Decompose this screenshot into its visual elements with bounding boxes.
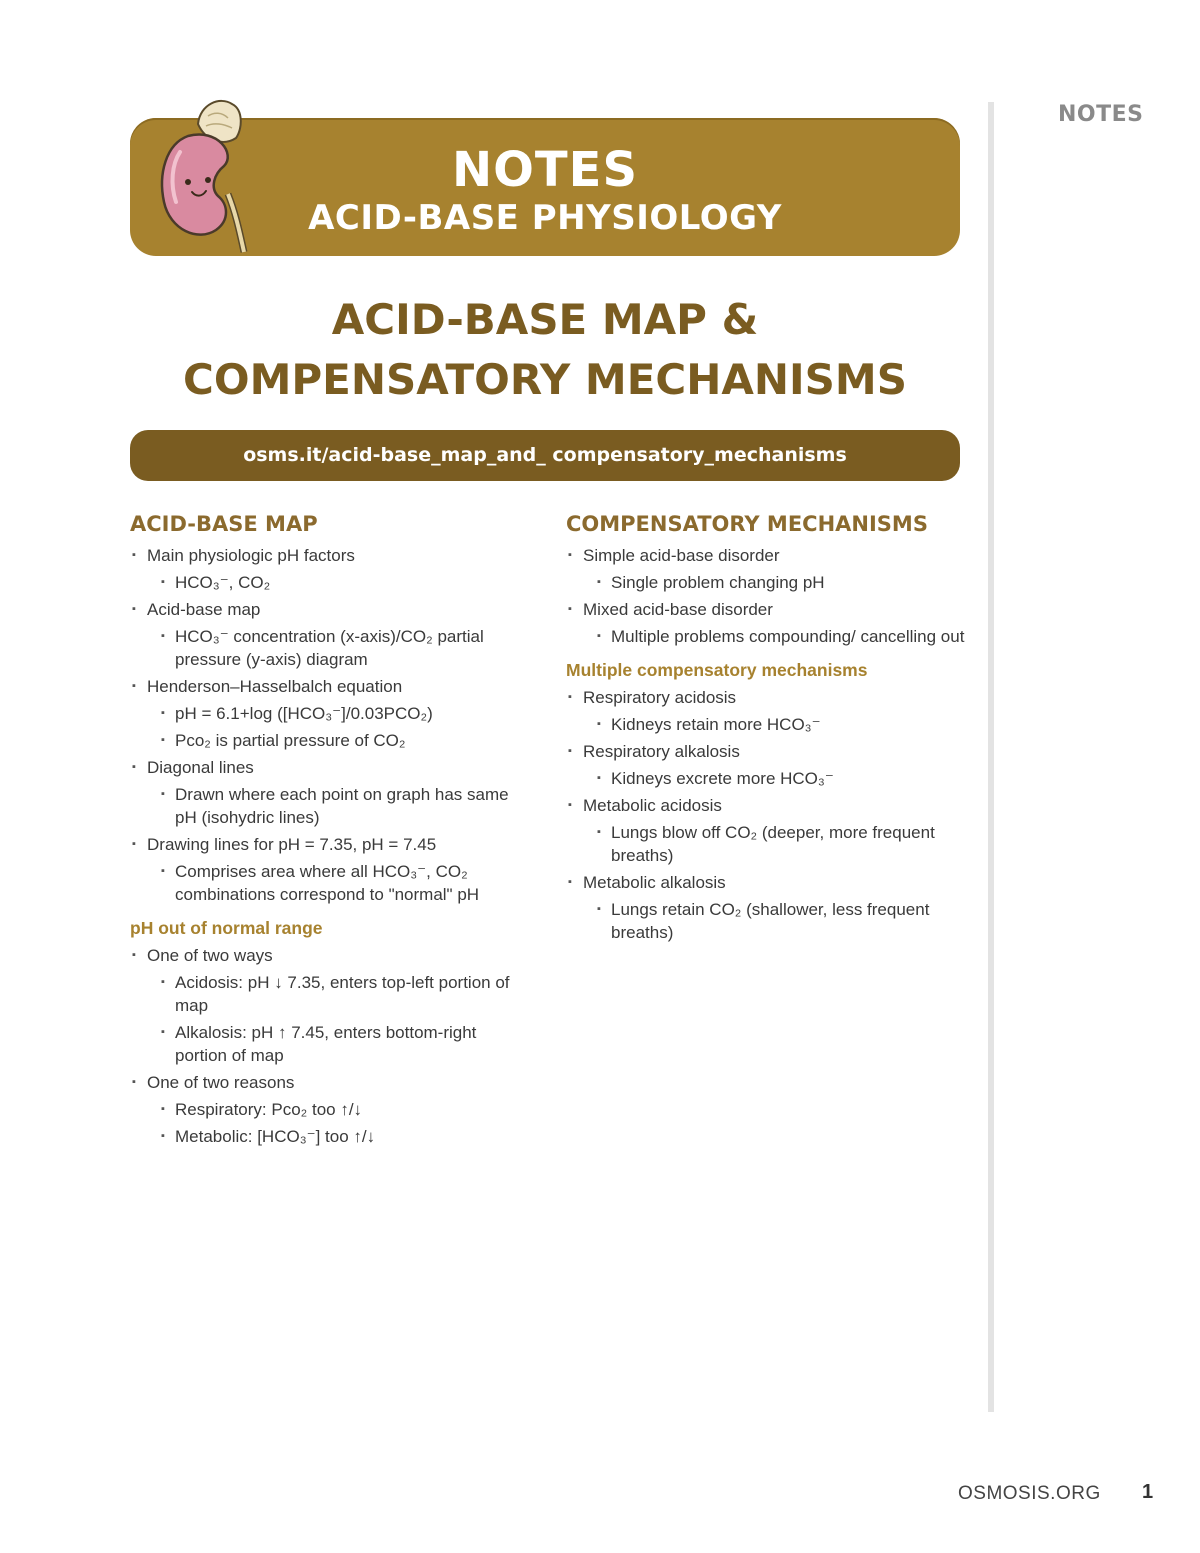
list-item: ▪ Respiratory alkalosis <box>566 740 966 763</box>
list-item: ▪ Pco₂ is partial pressure of CO₂ <box>130 729 530 752</box>
compensatory-mechanisms-heading: COMPENSATORY MECHANISMS <box>566 512 928 536</box>
list-item: ▪ Drawing lines for pH = 7.35, pH = 7.45 <box>130 833 530 856</box>
list-item: ▪ One of two reasons <box>130 1071 530 1094</box>
list-item: ▪ Lungs blow off CO₂ (deeper, more frequent breaths) <box>566 821 966 867</box>
list-item: ▪ Respiratory: Pco₂ too ↑/↓ <box>130 1098 530 1121</box>
list-item: ▪ Single problem changing pH <box>566 571 966 594</box>
ph-out-of-range-list <box>130 944 530 1148</box>
list-item: ▪ Kidneys excrete more HCO₃⁻ <box>566 767 966 790</box>
multiple-mechanisms-heading: Multiple compensatory mechanisms <box>566 660 868 680</box>
list-item: ▪ HCO₃⁻, CO₂ <box>130 571 530 594</box>
page-title-line2: COMPENSATORY MECHANISMS <box>183 355 907 404</box>
banner-title: NOTES <box>451 142 639 198</box>
list-item: ▪ Metabolic acidosis <box>566 794 966 817</box>
list-item: ▪ Kidneys retain more HCO₃⁻ <box>566 713 966 736</box>
list-item: ▪ Comprises area where all HCO₃⁻, CO₂ combinations correspond to "normal" pH <box>130 860 530 906</box>
side-notes-tag: NOTES <box>1058 102 1144 127</box>
list-item: ▪ Main physiologic pH factors <box>130 544 530 567</box>
banner-subtitle: ACID-BASE PHYSIOLOGY <box>308 198 782 238</box>
list-item: ▪ Drawn where each point on graph has same pH (isohydric lines) <box>130 783 530 829</box>
left-column <box>130 510 530 1152</box>
page-title-line1: ACID-BASE MAP & <box>331 295 759 344</box>
acid-base-map-list <box>130 544 530 906</box>
list-item: ▪ Mixed acid-base disorder <box>566 598 966 621</box>
right-column <box>566 510 966 948</box>
list-item: ▪ pH = 6.1+log ([HCO₃⁻]/0.03PCO₂) <box>130 702 530 725</box>
multiple-mechanisms-list <box>566 686 966 944</box>
list-item: ▪ Henderson–Hasselbalch equation <box>130 675 530 698</box>
url-link[interactable]: osms.it/acid-base_map_and_ compensatory_mechanisms <box>130 430 960 481</box>
list-item: ▪ Respiratory acidosis <box>566 686 966 709</box>
list-item: ▪ One of two ways <box>130 944 530 967</box>
list-item: ▪ HCO₃⁻ concentration (x-axis)/CO₂ partial pressure (y-axis) diagram <box>130 625 530 671</box>
list-item: ▪ Multiple problems compounding/ cancelling out <box>566 625 966 648</box>
page-number: 1 <box>1142 1481 1154 1503</box>
list-item: ▪ Simple acid-base disorder <box>566 544 966 567</box>
list-item: ▪ Metabolic alkalosis <box>566 871 966 894</box>
side-divider <box>988 102 994 1412</box>
list-item: ▪ Alkalosis: pH ↑ 7.45, enters bottom-right portion of map <box>130 1021 530 1067</box>
kidney-mascot-icon <box>158 94 262 254</box>
ph-out-of-range-heading: pH out of normal range <box>130 918 323 938</box>
list-item: ▪ Lungs retain CO₂ (shallower, less frequent breaths) <box>566 898 966 944</box>
list-item: ▪ Metabolic: [HCO₃⁻] too ↑/↓ <box>130 1125 530 1148</box>
list-item: ▪ Acid-base map <box>130 598 530 621</box>
list-item: ▪ Acidosis: pH ↓ 7.35, enters top-left portion of map <box>130 971 530 1017</box>
compensatory-list <box>566 544 966 648</box>
footer-site: OSMOSIS.ORG <box>958 1483 1101 1504</box>
list-item: ▪ Diagonal lines <box>130 756 530 779</box>
acid-base-map-heading: ACID-BASE MAP <box>130 512 318 536</box>
page-title <box>130 290 960 410</box>
